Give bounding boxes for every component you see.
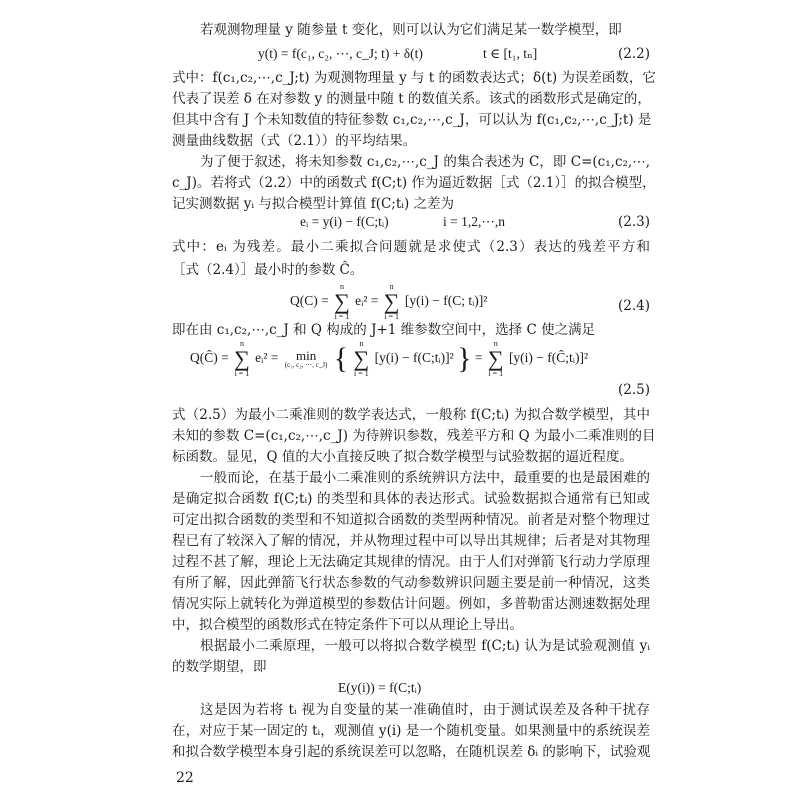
sum-symbol: n ∑ i = 1	[383, 282, 400, 321]
text-line: 但其中含有 J 个未知数值的特征参数 c₁,c₂,⋯,c_J，可以认为 f(c₁,c₂,⋯,c_J;t) 是	[172, 112, 652, 128]
text-line: 代表了误差 δ 在对参数 y 的测量中随 t 的数值关系。该式的函数形式是确定的，	[172, 91, 651, 107]
equation-2-3: eᵢ = y(i) − f(C;tᵢ)	[300, 214, 389, 229]
text-line: 一般而论，在基于最小二乘准则的系统辨识方法中，最重要的也是最困难的	[200, 470, 650, 486]
eq-term: eᵢ²	[255, 350, 268, 366]
equation-number: (2.5)	[617, 382, 650, 398]
text-line: 式中：f(c₁,c₂,⋯,c_J;t) 为观测物理量 y 与 t 的函数表达式；δ(t) 为误差函数，它	[172, 70, 656, 86]
equation-2-2-range: t ∈ [t₁, tₙ]	[483, 46, 538, 61]
eq-sign: =	[270, 350, 279, 366]
eq-sign: =	[474, 350, 483, 366]
text-line: 程已有了较深入了解的情况，并从物理过程中可以导出其规律；后者是对其物理	[172, 533, 650, 549]
equation-2-3-range: i = 1,2,⋯,n	[443, 214, 505, 229]
sum-symbol: n ∑ i = 1	[234, 339, 250, 378]
right-brace: }	[457, 342, 472, 375]
text-line: 是确定拟合函数 f(C;tᵢ) 的类型和具体的表达形式。试验数据拟合通常有已知或	[172, 491, 650, 507]
text-line: 根据最小二乘原理，一般可以将拟合数学模型 f(C;tᵢ) 认为是试验观测值 yᵢ	[200, 638, 650, 654]
text-line: 中，拟合模型的函数形式在特定条件下可以从理论上导出。	[172, 617, 523, 633]
text-line: 记实测数据 yᵢ 与拟合模型计算值 f(C;tᵢ) 之差为	[172, 196, 455, 212]
text-line: 测量曲线数据（式（2.1））的平均结果。	[172, 133, 417, 149]
eq-lhs: Q(Ĉ) =	[190, 350, 229, 366]
text-line: 即在由 c₁,c₂,⋯,c_J 和 Q 构成的 J+1 维参数空间中，选择 C 使之满足	[172, 322, 596, 338]
eq-sign: =	[370, 293, 379, 309]
text-line: 情况实际上就转化为弹道模型的参数估计问题。例如，多普勒雷达测速数据处理	[172, 596, 650, 612]
equation-number: (2.4)	[617, 298, 650, 314]
sum-symbol: n ∑ i = 1	[353, 339, 370, 378]
text-line: 标函数。显见，Q 值的大小直接反映了拟合数学模型与试验数据的逼近程度。	[172, 449, 633, 465]
text-line: 过程不甚了解，理论上无法确定其规律的情况。由于人们对弹箭飞行动力学原理	[172, 554, 650, 570]
equation-number: (2.3)	[617, 214, 650, 230]
equation-2-4	[290, 283, 487, 321]
equation-2-2: y(t) = f(c₁, c₂, ⋯, c_J; t) + δ(t)	[258, 46, 423, 61]
eq-term: [y(i) − f(C; tᵢ)]²	[404, 293, 488, 309]
text-line: 未知的参数 C=(c₁,c₂,⋯,c_J) 为待辨识参数，残差平方和 Q 为最小二乘准则的目	[172, 428, 656, 444]
eq-term: [y(i) − f(C;tᵢ)]²	[374, 350, 454, 366]
text-line: 有所了解，因此弹箭飞行状态参数的气动参数辨识问题主要是前一种情况，这类	[172, 575, 650, 591]
text-line: 在，对应于某一固定的 tᵢ，观测值 y(i) 是一个随机变量。如果测量中的系统误差	[172, 723, 650, 739]
min-operator: min (c₁, c₂, ⋯, c_J)	[284, 348, 328, 369]
text-line: 为了便于叙述，将未知参数 c₁,c₂,⋯,c_J 的集合表述为 C，即 C=(c₁,c₂,⋯,	[200, 154, 650, 170]
sum-symbol: n ∑ i = 1	[487, 339, 504, 378]
equation-number: (2.2)	[617, 46, 650, 62]
text-line: 这是因为若将 tᵢ 视为自变量的某一准确值时，由于测试误差及各种干扰存	[200, 702, 650, 718]
text-line: 式中：eᵢ 为残差。最小二乘拟合问题就是求使式（2.3）表达的残差平方和	[172, 239, 650, 255]
text-line: c_J)。若将式（2.2）中的函数式 f(C;t) 作为逼近数据［式（2.1）］的拟合模型，	[172, 175, 656, 191]
page-number: 22	[176, 770, 194, 786]
text-line: 可定出拟合函数的类型和不知道拟合函数的类型两种情况。前者是对整个物理过	[172, 512, 650, 528]
sum-symbol: n ∑ i = 1	[334, 282, 350, 321]
text-line: 的数学期望，即	[172, 659, 267, 675]
eq-term: eᵢ²	[355, 293, 368, 309]
equation-expectation: E(y(i)) = f(C;tᵢ)	[338, 680, 422, 695]
text-line: 若观测物理量 y 随参量 t 变化，则可以认为它们满足某一数学模型，即	[200, 22, 622, 38]
eq-lhs: Q(C) =	[290, 293, 329, 309]
text-line: ［式（2.4）］最小时的参数 Ĉ。	[172, 262, 364, 278]
equation-2-5	[190, 340, 588, 378]
eq-term: [y(i) − f(Ĉ;tᵢ)]²	[508, 350, 589, 366]
text-line: 和拟合数学模型本身引起的系统误差可以忽略，在随机误差 δᵢ 的影响下，试验观	[172, 744, 651, 760]
left-brace: {	[333, 342, 349, 375]
text-line: 式（2.5）为最小二乘准则的数学表达式，一般称 f(C;tᵢ) 为拟合数学模型，其中	[172, 407, 650, 423]
